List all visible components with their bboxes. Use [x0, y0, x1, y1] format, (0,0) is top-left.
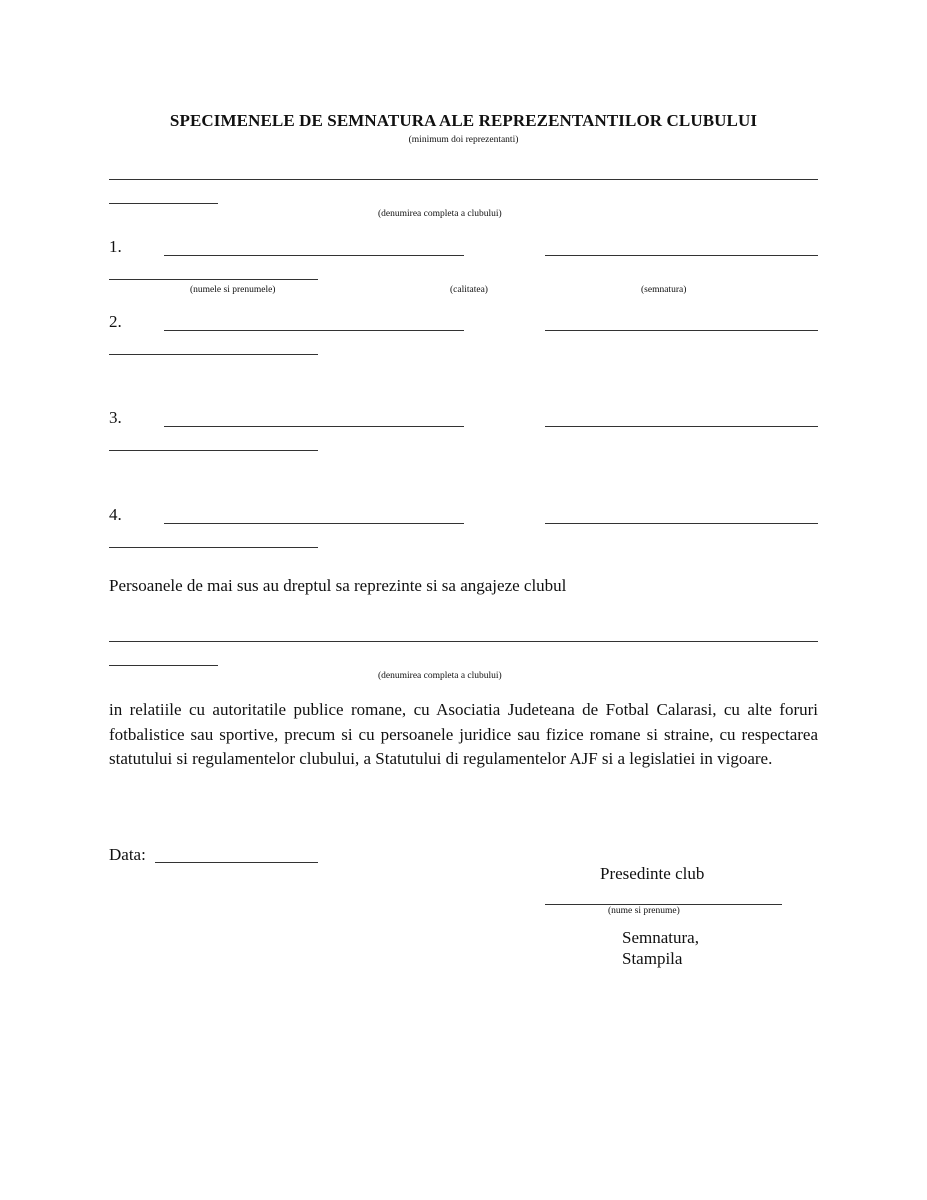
representative-number: 2. [109, 312, 122, 331]
signature-caption: (semnatura) [641, 285, 687, 295]
representative-role-field[interactable] [545, 523, 818, 524]
representative-signature-field[interactable] [109, 279, 318, 280]
representative-number: 3. [109, 408, 122, 427]
representative-role-field[interactable] [545, 426, 818, 427]
date-label: Data: [109, 845, 146, 864]
club-name-field-line-continuation[interactable] [109, 665, 218, 666]
representative-name-field[interactable] [164, 426, 464, 427]
representative-signature-field[interactable] [109, 547, 318, 548]
president-caption: (nume si prenume) [608, 906, 680, 916]
representative-role-field[interactable] [545, 330, 818, 331]
president-name-field[interactable] [545, 904, 782, 905]
club-name-caption: (denumirea completa a clubului) [378, 671, 502, 681]
name-caption: (numele si prenumele) [190, 285, 276, 295]
signature-label: Semnatura, [622, 928, 699, 947]
representative-name-field[interactable] [164, 330, 464, 331]
body-paragraph: in relatiile cu autoritatile publice romane, cu Asociatia Judeteana de Fotbal Calarasi, cu alte foruri fotbalistice sau sportive, precum si cu persoanele juridice sau fizice romane si straine, cu respectarea statutului si regulamentelor clubului, a Statutului di regulamentelor AJF si a legislatiei in vigoare. [109, 700, 818, 768]
club-name-caption: (denumirea completa a clubului) [378, 209, 502, 219]
document-title: SPECIMENELE DE SEMNATURA ALE REPREZENTANTILOR CLUBULUI [169, 111, 758, 130]
role-caption: (calitatea) [450, 285, 488, 295]
representative-signature-field[interactable] [109, 354, 318, 355]
president-label: Presedinte club [600, 864, 705, 883]
representative-role-field[interactable] [545, 255, 818, 256]
representative-name-field[interactable] [164, 255, 464, 256]
club-name-field-line[interactable] [109, 179, 818, 180]
date-field[interactable] [155, 862, 318, 863]
rights-statement: Persoanele de mai sus au dreptul sa reprezinte si sa angajeze clubul [109, 576, 567, 595]
representative-number: 1. [109, 237, 122, 256]
representative-signature-field[interactable] [109, 450, 318, 451]
club-name-field-line[interactable] [109, 641, 818, 642]
representative-name-field[interactable] [164, 523, 464, 524]
document-subtitle: (minimum doi reprezentanti) [408, 135, 519, 145]
representative-number: 4. [109, 505, 122, 524]
club-name-field-line-continuation[interactable] [109, 203, 218, 204]
stamp-label: Stampila [622, 949, 683, 968]
